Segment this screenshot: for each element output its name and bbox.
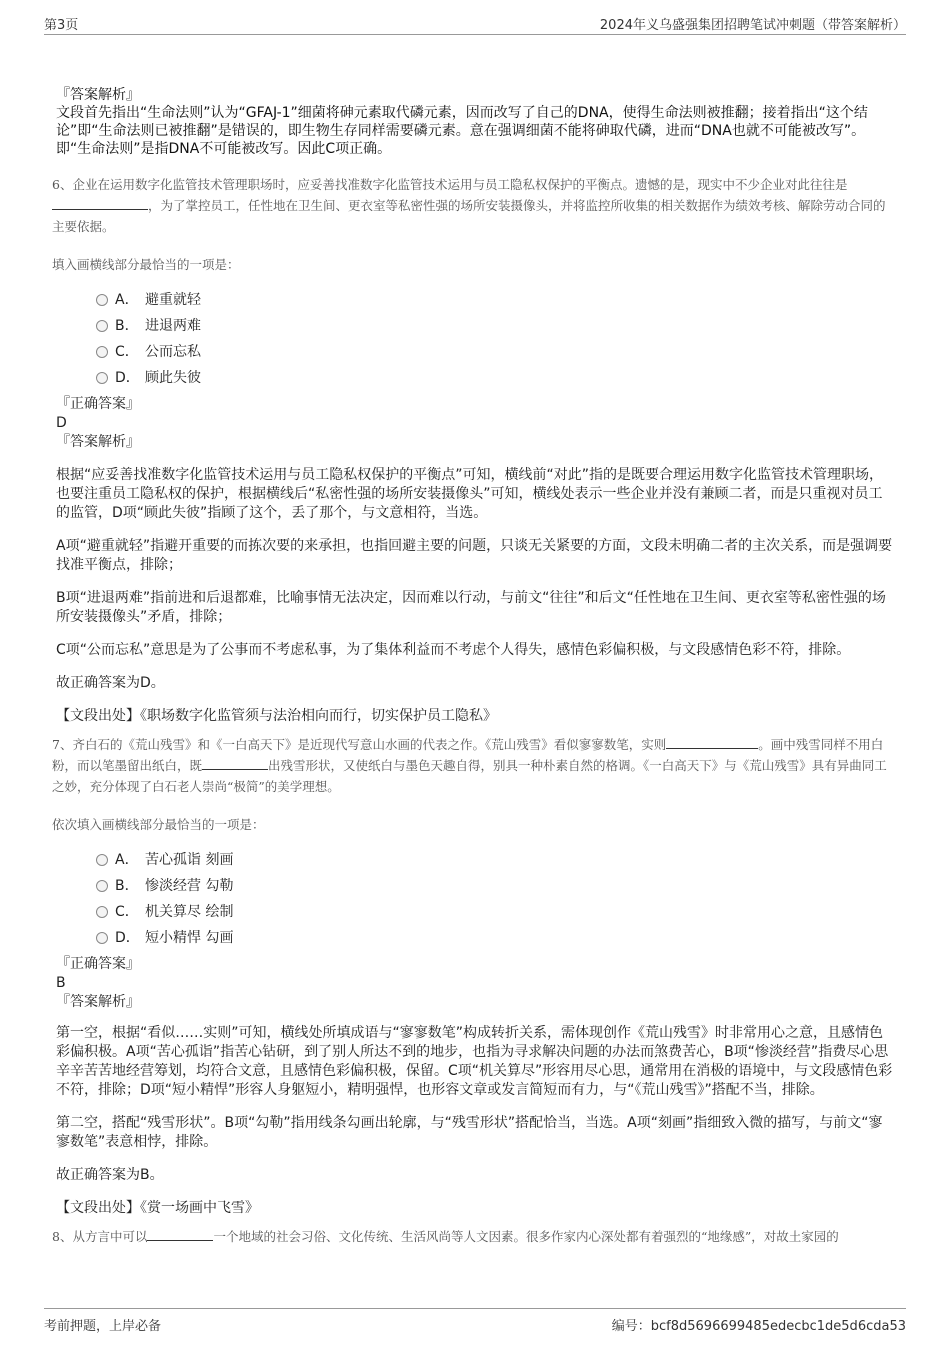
analysis-label: 『答案解析』 bbox=[56, 434, 140, 450]
option-c[interactable]: C． 机关算尽 绘制 bbox=[96, 899, 896, 925]
question-6 bbox=[52, 174, 896, 726]
question-7-prompt: 依次填入画横线部分最恰当的一项是： bbox=[52, 817, 265, 832]
question-6-prompt: 填入画横线部分最恰当的一项是： bbox=[52, 257, 240, 272]
analysis-conclusion: 故正确答案为B。 bbox=[56, 1167, 164, 1183]
prev-analysis-label: 『答案解析』 bbox=[56, 87, 140, 103]
correct-answer: B bbox=[56, 975, 66, 991]
page-footer bbox=[44, 1308, 906, 1335]
correct-answer-label: 『正确答案』 bbox=[56, 956, 140, 972]
option-d[interactable]: D． 短小精悍 勾画 bbox=[96, 925, 896, 951]
question-7-options bbox=[56, 847, 896, 951]
document-id: 编号：bcf8d5696699485edecbc1de5d6cda53 bbox=[611, 1319, 906, 1334]
correct-answer-label: 『正确答案』 bbox=[56, 396, 140, 412]
question-7-analysis bbox=[56, 1024, 896, 1218]
option-a[interactable]: A． 苦心孤诣 刻画 bbox=[96, 847, 896, 873]
question-6-stem: 6、企业在运用数字化监管技术管理职场时，应妥善找准数字化监管技术运用与员工隐私权保护的平衡点。遗憾的是，现实中不少企业对此往往是，为了掌控员工，任性地在卫生间、更衣室等私密性强的场所安装摄像头，并将监控所收集的相关数据作为绩效考核、解除劳动合同的主要依据。 bbox=[52, 177, 886, 234]
question-8 bbox=[52, 1226, 896, 1247]
question-6-options bbox=[56, 287, 896, 391]
radio-button[interactable] bbox=[96, 906, 108, 918]
radio-button[interactable] bbox=[96, 346, 108, 358]
analysis-paragraph: 第二空，搭配“残雪形状”。B项“勾勒”指用线条勾画出轮廓，与“残雪形状”搭配恰当，当选。A项“刻画”指细致入微的描写，与前文“寥寥数笔”表意相悖，排除。 bbox=[56, 1115, 883, 1150]
option-b[interactable]: B． 进退两难 bbox=[96, 313, 896, 339]
radio-button[interactable] bbox=[96, 372, 108, 384]
analysis-paragraph: A项“避重就轻”指避开重要的而拣次要的来承担，也指回避主要的问题，只谈无关紧要的方面，文段未明确二者的主次关系，而是强调要找准平衡点，排除； bbox=[56, 538, 893, 573]
footer-slogan: 考前押题，上岸必备 bbox=[44, 1319, 162, 1334]
source-citation: 【文段出处】《职场数字化监管须与法治相向而行，切实保护员工隐私》 bbox=[56, 708, 497, 724]
radio-button[interactable] bbox=[96, 320, 108, 332]
option-d[interactable]: D． 顾此失彼 bbox=[96, 365, 896, 391]
question-8-stem: 8、从方言中可以 一个地域的社会习俗、文化传统、生活风尚等人文因素。很多作家内心深处都有着强烈的“地缘感”，对故土家园的 bbox=[52, 1229, 839, 1244]
option-a[interactable]: A． 避重就轻 bbox=[96, 287, 896, 313]
prev-analysis-text: 文段首先指出“生命法则”认为“GFAJ-1”细菌将砷元素取代磷元素，因而改写了自己的DNA，使得生命法则被推翻；接着指出“这个结论”即“生命法则已被推翻”是错误的，即生物生存同样需要磷元素。意在强调细菌不能将砷取代磷，进而“DNA也就不可能被改写”。即“生命法则”是指DNA不可能被改写。因此C项正确。 bbox=[56, 105, 868, 157]
document-title: 2024年义乌盛强集团招聘笔试冲刺题（带答案解析） bbox=[599, 18, 906, 33]
correct-answer: D bbox=[56, 415, 67, 431]
radio-button[interactable] bbox=[96, 854, 108, 866]
question-6-analysis bbox=[56, 466, 896, 726]
page-content bbox=[52, 86, 896, 1247]
question-7 bbox=[52, 734, 896, 1218]
question-7-stem: 7、齐白石的《荒山残雪》和《一白高天下》是近现代写意山水画的代表之作。《荒山残雪》看似寥寥数笔，实则 。画中残雪同样不用白粉，而以笔墨留出纸白，既 出残雪形状，又使纸白与墨色天趣自得，别具一种朴素自然的格调。《一白高天下》与《荒山残雪》具有异曲同工之妙，充分体现了白石老人崇尚“极简”的美学理想。 bbox=[52, 737, 887, 794]
answer-blank bbox=[147, 1227, 213, 1241]
page-header bbox=[44, 12, 906, 35]
page-number: 第3页 bbox=[44, 18, 79, 33]
radio-button[interactable] bbox=[96, 880, 108, 892]
analysis-label: 『答案解析』 bbox=[56, 994, 140, 1010]
analysis-conclusion: 故正确答案为D。 bbox=[56, 675, 165, 691]
analysis-paragraph: 根据“应妥善找准数字化监管技术运用与员工隐私权保护的平衡点”可知，横线前“对此”指的是既要合理运用数字化监管技术管理职场，也要注重员工隐私权的保护，根据横线后“私密性强的场所安装摄像头”可知，横线处表示一些企业并没有兼顾二者，而是只重视对员工的监管，D项“顾此失彼”指顾了这个，丢了那个，与文意相符，当选。 bbox=[56, 467, 884, 521]
analysis-paragraph: B项“进退两难”指前进和后退都难，比喻事情无法决定，因而难以行动，与前文“往往”和后文“任性地在卫生间、更衣室等私密性强的场所安装摄像头”矛盾，排除； bbox=[56, 590, 886, 625]
source-citation: 【文段出处】《赏一场画中飞雪》 bbox=[56, 1200, 259, 1216]
prev-analysis bbox=[56, 86, 896, 158]
radio-button[interactable] bbox=[96, 932, 108, 944]
option-b[interactable]: B． 惨淡经营 勾勒 bbox=[96, 873, 896, 899]
option-c[interactable]: C． 公而忘私 bbox=[96, 339, 896, 365]
answer-blank bbox=[52, 196, 148, 210]
answer-blank bbox=[202, 756, 268, 770]
analysis-paragraph: 第一空，根据“看似……实则”可知，横线处所填成语与“寥寥数笔”构成转折关系，需体现创作《荒山残雪》时非常用心之意，且感情色彩偏积极。A项“苦心孤诣”指苦心钻研，到了别人所达不到的地步，也指为寻求解决问题的办法而煞费苦心，B项“惨淡经营”指费尽心思辛辛苦苦地经营筹划，均符合文意，且感情色彩偏积极，保留。C项“机关算尽”形容用尽心思，通常用在消极的语境中，与文段感情色彩不符，排除；D项“短小精悍”形容人身躯短小，精明强悍，也形容文章或发言简短而有力，与“《荒山残雪》”搭配不当，排除。 bbox=[56, 1025, 893, 1098]
analysis-paragraph: C项“公而忘私”意思是为了公事而不考虑私事，为了集体利益而不考虑个人得失，感情色彩偏积极，与文段感情色彩不符，排除。 bbox=[56, 642, 851, 658]
radio-button[interactable] bbox=[96, 294, 108, 306]
answer-blank bbox=[666, 735, 758, 749]
